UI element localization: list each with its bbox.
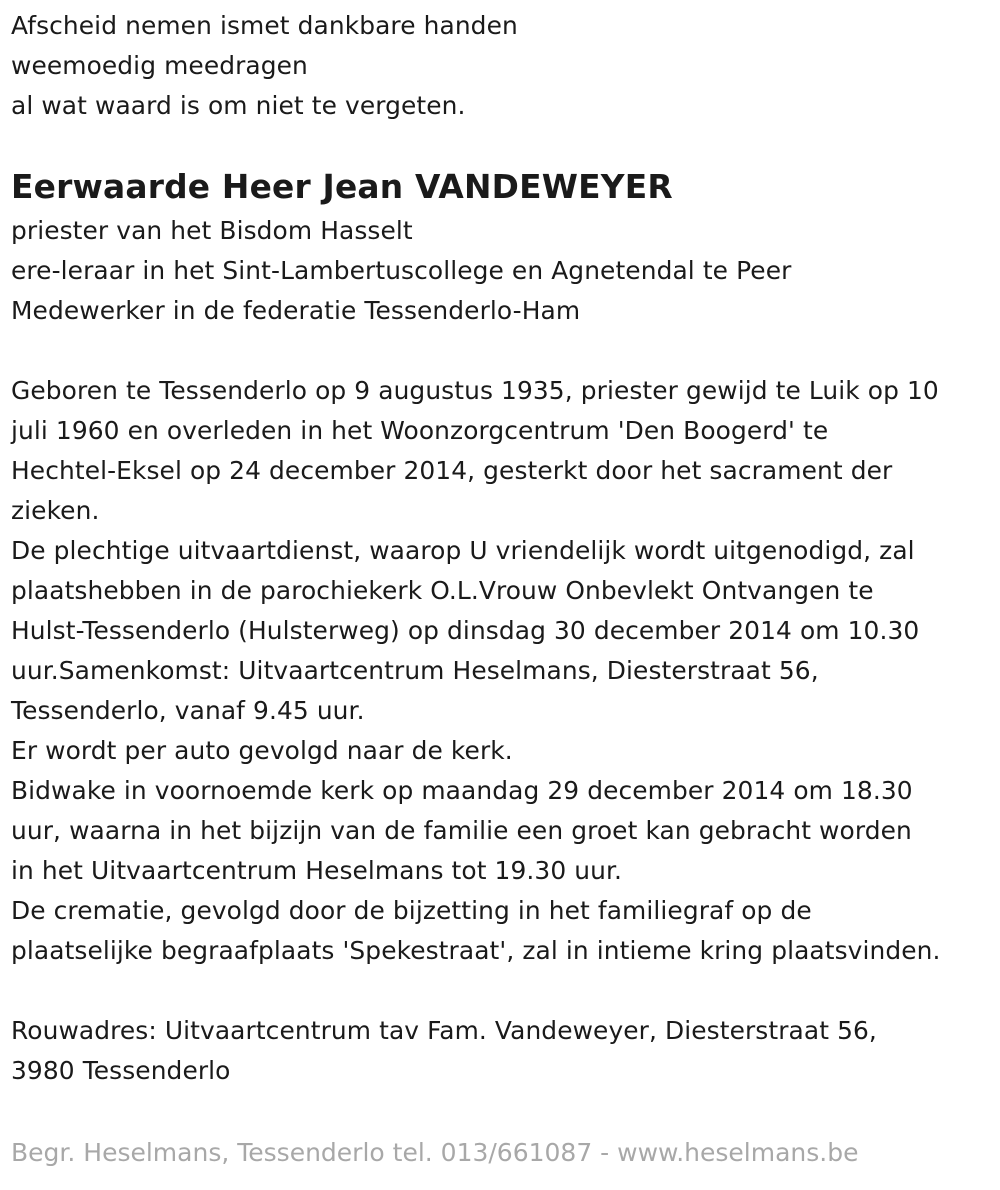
title-line: priester van het Bisdom Hasselt bbox=[11, 216, 413, 245]
body-line: zieken. bbox=[11, 496, 100, 525]
verse-line: al wat waard is om niet te vergeten. bbox=[11, 91, 466, 120]
verse-line: Afscheid nemen ismet dankbare handen bbox=[11, 11, 518, 40]
body-line: Bidwake in voornoemde kerk op maandag 29 december 2014 om 18.30 bbox=[11, 776, 913, 805]
deceased-name: Eerwaarde Heer Jean VANDEWEYER bbox=[11, 167, 673, 206]
title-line: ere-leraar in het Sint-Lambertuscollege en Agnetendal te Peer bbox=[11, 256, 792, 285]
body-line: plaatselijke begraafplaats 'Spekestraat', zal in intieme kring plaatsvinden. bbox=[11, 936, 941, 965]
title-line: Medewerker in de federatie Tessenderlo-Ham bbox=[11, 296, 581, 325]
body-line: Tessenderlo, vanaf 9.45 uur. bbox=[11, 696, 365, 725]
address-line: 3980 Tessenderlo bbox=[11, 1056, 231, 1085]
announcement-body bbox=[11, 371, 996, 971]
verse-line: weemoedig meedragen bbox=[11, 51, 308, 80]
body-line: Hulst-Tessenderlo (Hulsterweg) op dinsdag 30 december 2014 om 10.30 bbox=[11, 616, 920, 645]
body-line: uur, waarna in het bijzijn van de familie een groet kan gebracht worden bbox=[11, 816, 912, 845]
funeral-home-footer: Begr. Heselmans, Tessenderlo tel. 013/661087 - www.heselmans.be bbox=[11, 1138, 859, 1167]
address-line: Rouwadres: Uitvaartcentrum tav Fam. Vandeweyer, Diesterstraat 56, bbox=[11, 1016, 877, 1045]
verse bbox=[11, 6, 996, 126]
body-line: De crematie, gevolgd door de bijzetting in het familiegraf op de bbox=[11, 896, 812, 925]
body-line: Er wordt per auto gevolgd naar de kerk. bbox=[11, 736, 513, 765]
titles bbox=[11, 211, 996, 331]
body-line: juli 1960 en overleden in het Woonzorgcentrum 'Den Boogerd' te bbox=[11, 416, 829, 445]
death-notice bbox=[11, 6, 996, 1091]
body-line: in het Uitvaartcentrum Heselmans tot 19.30 uur. bbox=[11, 856, 623, 885]
spacer bbox=[11, 331, 996, 371]
body-line: plaatshebben in de parochiekerk O.L.Vrouw Onbevlekt Ontvangen te bbox=[11, 576, 874, 605]
spacer bbox=[11, 971, 996, 1011]
body-line: De plechtige uitvaartdienst, waarop U vriendelijk wordt uitgenodigd, zal bbox=[11, 536, 915, 565]
body-line: Geboren te Tessenderlo op 9 augustus 1935, priester gewijd te Luik op 10 bbox=[11, 376, 939, 405]
body-line: Hechtel-Eksel op 24 december 2014, gesterkt door het sacrament der bbox=[11, 456, 893, 485]
mourning-address bbox=[11, 1011, 996, 1091]
body-line: uur.Samenkomst: Uitvaartcentrum Heselmans, Diesterstraat 56, bbox=[11, 656, 819, 685]
